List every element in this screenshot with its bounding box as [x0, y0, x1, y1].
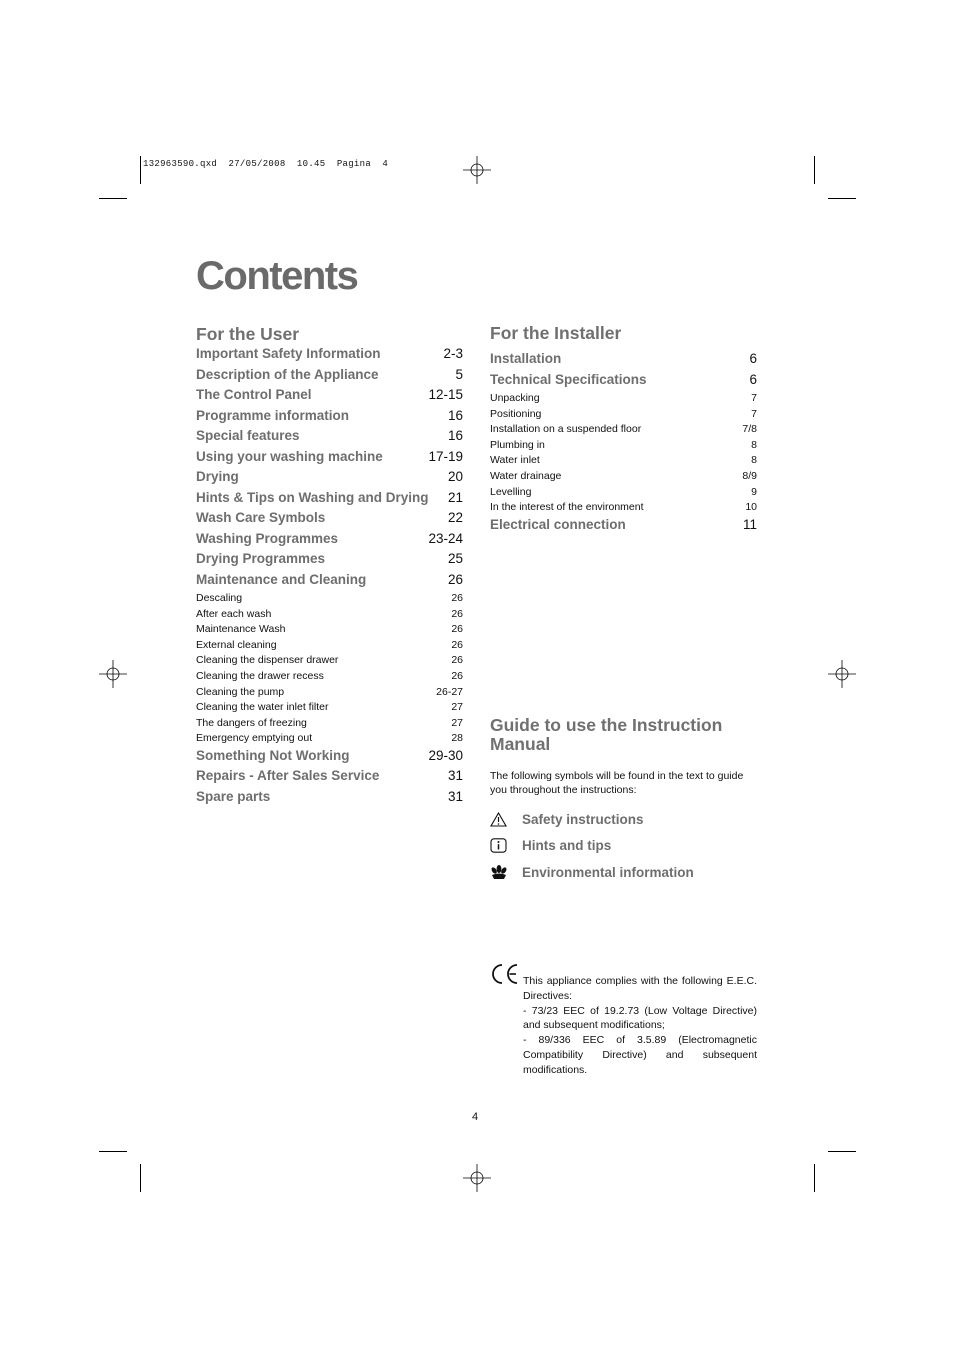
toc-entry-label: Maintenance Wash — [196, 623, 286, 636]
installer-section-heading: For the Installer — [490, 323, 622, 343]
toc-entry — [196, 387, 463, 408]
toc-entry-label: Installation — [490, 351, 562, 366]
toc-entry-page: 26 — [451, 607, 463, 620]
toc-entry — [490, 454, 757, 470]
toc-entry — [490, 517, 757, 538]
toc-entry-page: 26 — [451, 654, 463, 667]
toc-entry-page: 26 — [451, 623, 463, 636]
toc-entry — [196, 490, 463, 511]
toc-entry-page: 17-19 — [428, 448, 463, 464]
toc-entry — [196, 670, 463, 686]
symbol-row-hints — [490, 833, 758, 860]
toc-entry-page: 26-27 — [436, 685, 463, 698]
toc-entry — [196, 531, 463, 552]
toc-entry-page: 7/8 — [742, 423, 757, 436]
symbol-row-environment — [490, 859, 758, 886]
crop-mark — [828, 198, 856, 199]
toc-entry — [196, 469, 463, 490]
registration-mark-icon — [99, 660, 127, 688]
toc-entry — [196, 449, 463, 470]
toc-entry — [196, 748, 463, 769]
registration-mark-icon — [828, 660, 856, 688]
toc-entry-page: 21 — [447, 489, 463, 505]
toc-entry-label: Plumbing in — [490, 438, 545, 451]
guide-section-heading: Guide to use the Instruction Manual — [490, 715, 723, 754]
toc-entry-page: 8 — [751, 454, 757, 467]
toc-entry — [490, 486, 757, 502]
crop-mark — [140, 156, 141, 184]
toc-entry-page: 28 — [451, 732, 463, 745]
toc-entry-page: 27 — [451, 701, 463, 714]
toc-entry-page: 5 — [455, 366, 463, 382]
toc-entry-label: Spare parts — [196, 788, 271, 804]
toc-entry-label: The dangers of freezing — [196, 716, 307, 729]
toc-entry-label: Repairs - After Sales Service — [196, 768, 380, 784]
toc-entry — [196, 701, 463, 717]
toc-entry-page: 31 — [447, 788, 463, 804]
installer-toc-list — [490, 351, 757, 537]
toc-entry-page: 26 — [451, 638, 463, 651]
page-number: 4 — [472, 1111, 479, 1123]
toc-entry-page: 2-3 — [443, 346, 463, 361]
crop-mark — [99, 1151, 127, 1152]
toc-entry-label: Wash Care Symbols — [196, 510, 326, 525]
toc-entry — [490, 501, 757, 517]
ce-mark-icon — [490, 963, 520, 985]
toc-entry-page: 26 — [447, 571, 463, 587]
symbol-label: Environmental information — [522, 864, 694, 880]
toc-entry-page: 6 — [749, 371, 757, 387]
toc-entry — [490, 439, 757, 455]
toc-entry-page: 7 — [751, 407, 757, 420]
toc-entry-label: Drying — [196, 469, 239, 484]
toc-entry-page: 23-24 — [428, 530, 463, 546]
symbol-label: Safety instructions — [522, 811, 644, 827]
registration-mark-icon — [463, 1164, 491, 1192]
toc-entry-page: 31 — [447, 768, 463, 784]
toc-entry-page: 27 — [451, 716, 463, 729]
toc-entry-page: 9 — [751, 485, 757, 498]
symbol-label: Hints and tips — [522, 838, 612, 854]
toc-entry-label: Positioning — [490, 407, 542, 420]
user-section — [196, 323, 463, 809]
toc-entry — [490, 392, 757, 408]
ce-line: - 89/336 EEC of 3.5.89 (Electromagnetic Compatibility Directive) and subsequent modifications. — [523, 1034, 757, 1076]
ce-line: - 73/23 EEC of 19.2.73 (Low Voltage Directive) and subsequent modifications; — [523, 1004, 757, 1032]
toc-entry-label: Levelling — [490, 485, 532, 498]
guide-section — [490, 716, 758, 886]
toc-entry-label: Cleaning the drawer recess — [196, 669, 324, 682]
toc-entry-label: Descaling — [196, 592, 243, 604]
toc-entry — [196, 346, 463, 367]
user-section-heading: For the User — [196, 324, 300, 344]
installer-section — [490, 322, 757, 537]
toc-entry — [490, 470, 757, 486]
crop-mark — [814, 156, 815, 184]
toc-entry-page: 26 — [451, 592, 463, 604]
toc-entry-label: Programme information — [196, 407, 350, 423]
page-title: Contents — [196, 254, 358, 298]
toc-entry-label: Water drainage — [490, 469, 562, 482]
toc-entry-page: 12-15 — [428, 387, 463, 402]
toc-entry-page: 20 — [447, 469, 463, 484]
symbol-row-safety — [490, 806, 758, 833]
print-slug: 132963590.qxd 27/05/2008 10.45 Pagina 4 — [143, 159, 389, 169]
toc-entry-page: 16 — [447, 428, 463, 443]
toc-entry — [196, 639, 463, 655]
registration-mark-icon — [463, 156, 491, 184]
toc-entry-label: Description of the Appliance — [196, 366, 379, 382]
toc-entry-label: External cleaning — [196, 638, 277, 651]
crop-mark — [99, 198, 127, 199]
toc-entry-label: Something Not Working — [196, 747, 350, 763]
toc-entry-label: Maintenance and Cleaning — [196, 571, 367, 587]
toc-entry — [196, 572, 463, 593]
toc-entry — [490, 351, 757, 372]
toc-entry-label: Using your washing machine — [196, 448, 383, 464]
toc-entry — [196, 428, 463, 449]
user-toc-list — [196, 346, 463, 809]
toc-entry — [196, 608, 463, 624]
toc-entry-label: Electrical connection — [490, 516, 626, 532]
flower-icon — [490, 864, 522, 880]
info-icon — [490, 838, 522, 853]
toc-entry-page: 7 — [751, 392, 757, 404]
toc-entry-page: 11 — [742, 516, 757, 532]
symbol-list — [490, 806, 758, 886]
toc-entry-page: 26 — [451, 669, 463, 682]
guide-intro: The following symbols will be found in the text to guide you throughout the instructions: — [490, 770, 744, 796]
toc-entry-page: 22 — [447, 510, 463, 525]
toc-entry-label: Water inlet — [490, 454, 540, 467]
toc-entry-page: 10 — [745, 501, 757, 514]
toc-entry — [196, 789, 463, 810]
toc-entry — [490, 423, 757, 439]
toc-entry-page: 16 — [447, 407, 463, 423]
toc-entry — [196, 717, 463, 733]
toc-entry-page: 8 — [751, 438, 757, 451]
ce-line: This appliance complies with the following E.E.C. Directives: — [523, 975, 757, 1002]
toc-entry-page: 6 — [749, 351, 757, 366]
toc-entry — [196, 686, 463, 702]
toc-entry — [196, 551, 463, 572]
crop-mark — [814, 1164, 815, 1192]
toc-entry-label: Unpacking — [490, 392, 540, 404]
toc-entry — [196, 768, 463, 789]
toc-entry-label: Cleaning the water inlet filter — [196, 701, 329, 714]
toc-entry — [196, 654, 463, 670]
crop-mark — [828, 1151, 856, 1152]
toc-entry-page: 8/9 — [742, 469, 757, 482]
toc-entry-label: Emergency emptying out — [196, 732, 313, 745]
toc-entry — [196, 408, 463, 429]
crop-mark — [140, 1164, 141, 1192]
toc-entry — [196, 510, 463, 531]
toc-entry-label: Technical Specifications — [490, 371, 647, 387]
toc-entry — [490, 408, 757, 424]
warning-triangle-icon — [490, 812, 522, 827]
toc-entry-label: Important Safety Information — [196, 346, 381, 361]
toc-entry-label: After each wash — [196, 607, 272, 620]
toc-entry-label: The Control Panel — [196, 387, 312, 402]
toc-entry-label: Hints & Tips on Washing and Drying — [196, 489, 429, 505]
toc-entry — [196, 592, 463, 608]
toc-entry-page: 29-30 — [428, 747, 463, 763]
toc-entry-label: Cleaning the pump — [196, 685, 285, 698]
toc-entry — [196, 367, 463, 388]
toc-entry-page: 25 — [447, 551, 463, 566]
toc-entry-label: Cleaning the dispenser drawer — [196, 654, 339, 667]
toc-entry-label: In the interest of the environment — [490, 501, 644, 514]
toc-entry-label: Installation on a suspended floor — [490, 423, 642, 436]
toc-entry-label: Drying Programmes — [196, 551, 326, 566]
toc-entry-label: Special features — [196, 428, 300, 443]
toc-entry-label: Washing Programmes — [196, 530, 339, 546]
toc-entry — [490, 372, 757, 393]
toc-entry — [196, 732, 463, 748]
ce-compliance-text — [523, 974, 757, 1078]
toc-entry — [196, 623, 463, 639]
